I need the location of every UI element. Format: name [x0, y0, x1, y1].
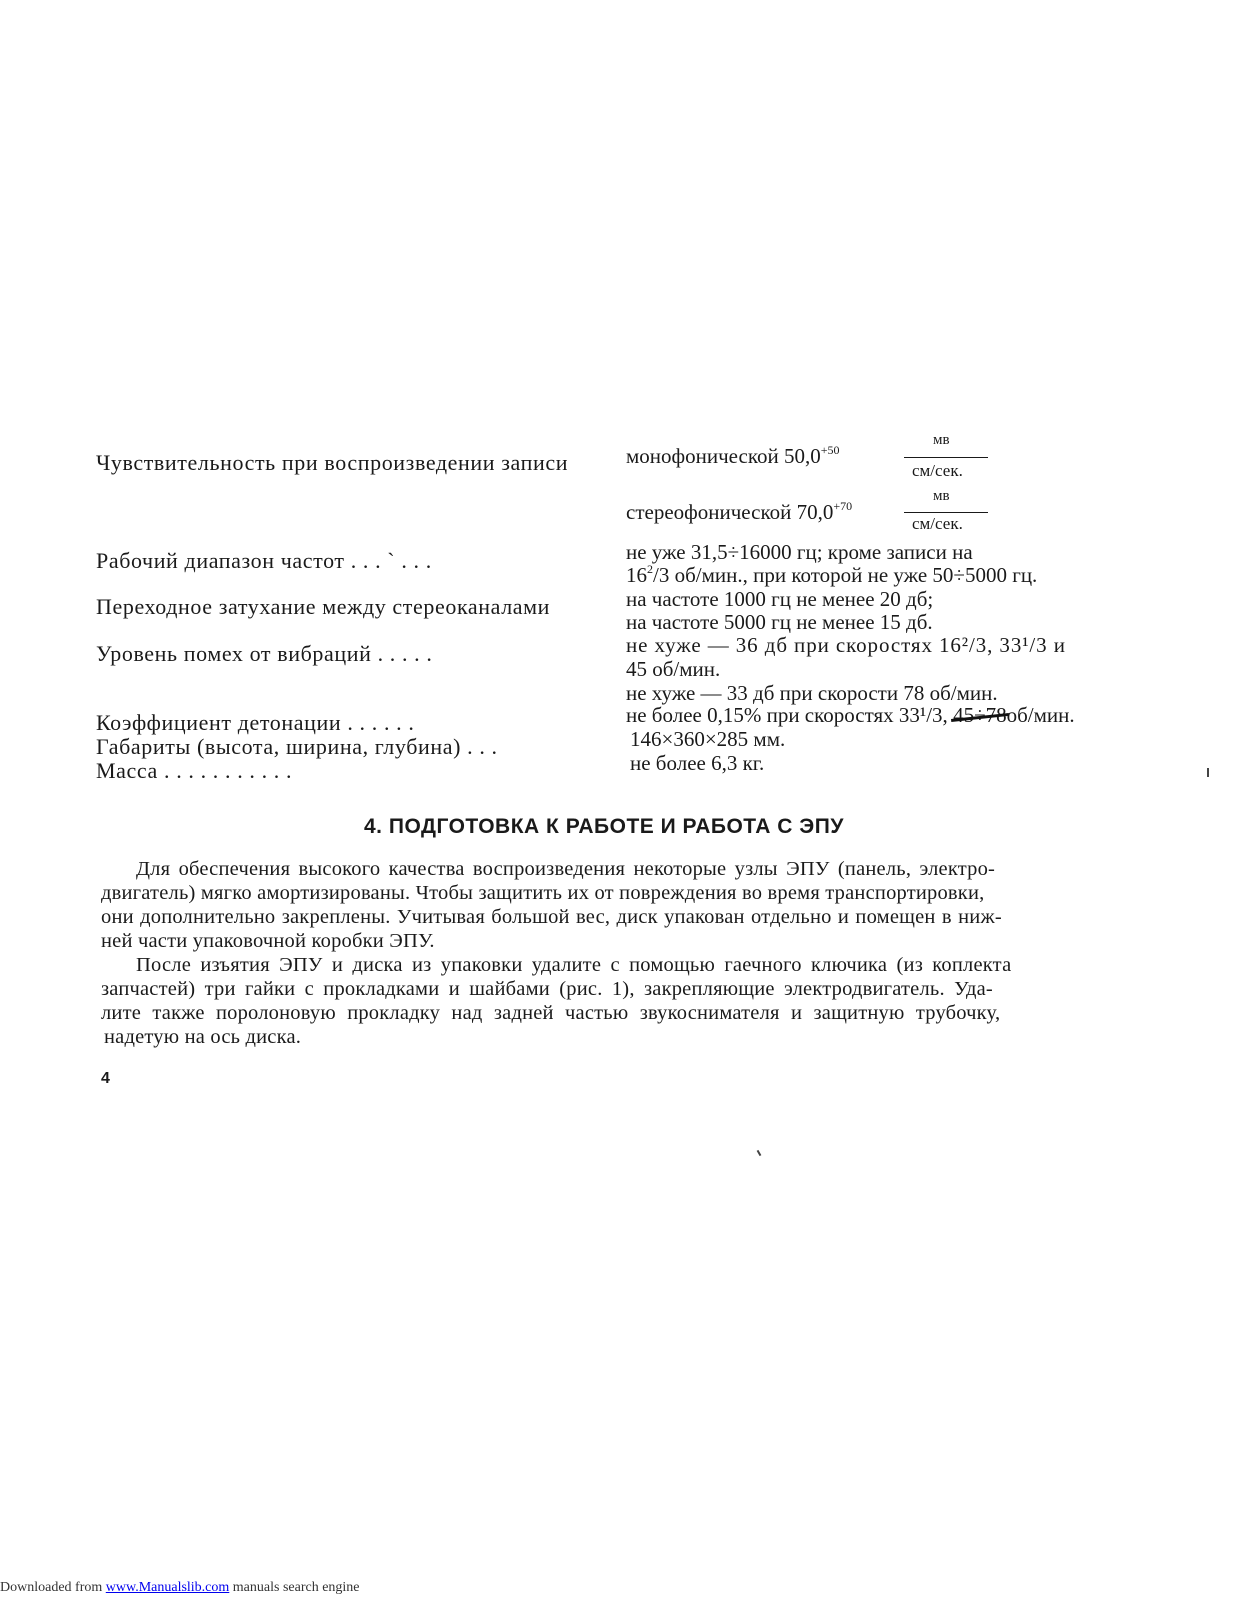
rumble-label: Уровень помех от вибраций . . . . . [96, 641, 433, 666]
page-number: 4 [101, 1070, 110, 1087]
sensitivity-unit-bottom: см/сек. [912, 461, 963, 480]
crosstalk-label: Переходное затухание между стереоканалами [96, 594, 551, 619]
frequency-label: Рабочий диапазон частот . . . ` . . . [96, 548, 432, 573]
fraction-bar-2 [904, 512, 988, 513]
sensitivity-stereo-text: стереофонической 70,0 [626, 500, 834, 524]
wow-value-text: не более 0,15% при скоростях 33¹/3, [626, 703, 948, 727]
footer-prefix: Downloaded from [0, 1580, 106, 1595]
sensitivity-unit-top-2: мв [933, 488, 950, 504]
wow-label: Коэффициент детонации . . . . . . [96, 710, 415, 735]
paragraph-line: запчастей) три гайки с прокладками и шайбами (рис. 1), закрепляющие электродвигатель. Уда- [101, 978, 993, 1000]
sensitivity-mono-text: монофонической 50,0 [626, 444, 821, 468]
scan-mark [1207, 768, 1209, 777]
fraction-bar [904, 457, 988, 458]
frequency-speed: 16 [626, 563, 647, 587]
sensitivity-mono-tolerance: +50 [820, 443, 840, 457]
crosstalk-value-line1: на частоте 1000 гц не менее 20 дб; [626, 587, 934, 611]
sensitivity-label: Чувствительность при воспроизведении записи [96, 450, 569, 475]
dimensions-value: 146×360×285 мм. [630, 727, 786, 751]
frequency-value-line2 [626, 563, 1037, 588]
paragraph-line: После изъятия ЭПУ и диска из упаковки удалите с помощью гаечного ключика (из коплекта [136, 954, 1012, 976]
scan-mark [757, 1150, 762, 1156]
rumble-value-line2: 45 об/мин. [626, 657, 721, 681]
crosstalk-value-line2: на частоте 5000 гц не менее 15 дб. [626, 610, 933, 634]
sensitivity-stereo-tolerance: +70 [833, 499, 853, 513]
mass-label: Масса . . . . . . . . . . . [96, 758, 293, 783]
wow-struck-speeds: 45÷78 [953, 703, 1007, 727]
dimensions-label: Габариты (высота, ширина, глубина) . . . [96, 734, 498, 759]
sensitivity-mono-value [626, 444, 840, 469]
paragraph-line: Для обеспечения высокого качества воспроизведения некоторые узлы ЭПУ (панель, электро- [136, 858, 996, 880]
rumble-value-line1: не хуже — 36 дб при скоростях 16²/3, 33¹/3 и [626, 633, 1066, 657]
paragraph-line: надетую на ось диска. [104, 1026, 302, 1048]
wow-value [626, 703, 1075, 728]
footer-suffix: manuals search engine [229, 1580, 360, 1595]
wow-value-unit: об/мин. [1006, 703, 1075, 727]
paragraph-line: они дополнительно закреплены. Учитывая большой вес, диск упакован отдельно и помещен в ниж- [101, 906, 1002, 928]
download-footer [0, 1580, 360, 1596]
frequency-value-line1: не уже 31,5÷16000 гц; кроме записи на [626, 540, 973, 564]
mass-value: не более 6,3 кг. [630, 751, 765, 775]
sensitivity-unit-bottom-2: см/сек. [912, 514, 963, 533]
sensitivity-stereo-value [626, 500, 852, 525]
paragraph-line: двигатель) мягко амортизированы. Чтобы защитить их от повреждения во время транспортировки, [101, 882, 985, 904]
sensitivity-unit-top: мв [933, 432, 950, 448]
section-heading: 4. ПОДГОТОВКА К РАБОТЕ И РАБОТА С ЭПУ [364, 815, 844, 838]
frequency-speed-rest: /3 об/мин., при которой не уже 50÷5000 гц. [653, 563, 1038, 587]
manualslib-link[interactable]: www.Manualslib.com [105, 1580, 230, 1595]
paragraph-line: ней части упаковочной коробки ЭПУ. [101, 930, 435, 952]
paragraph-line: лите также поролоновую прокладку над задней частью звукоснимателя и защитную трубочку, [101, 1002, 1001, 1024]
frequency-speed-fraction: 2 [647, 562, 653, 576]
rumble-value-line3: не хуже — 33 дб при скорости 78 об/мин. [626, 681, 998, 705]
